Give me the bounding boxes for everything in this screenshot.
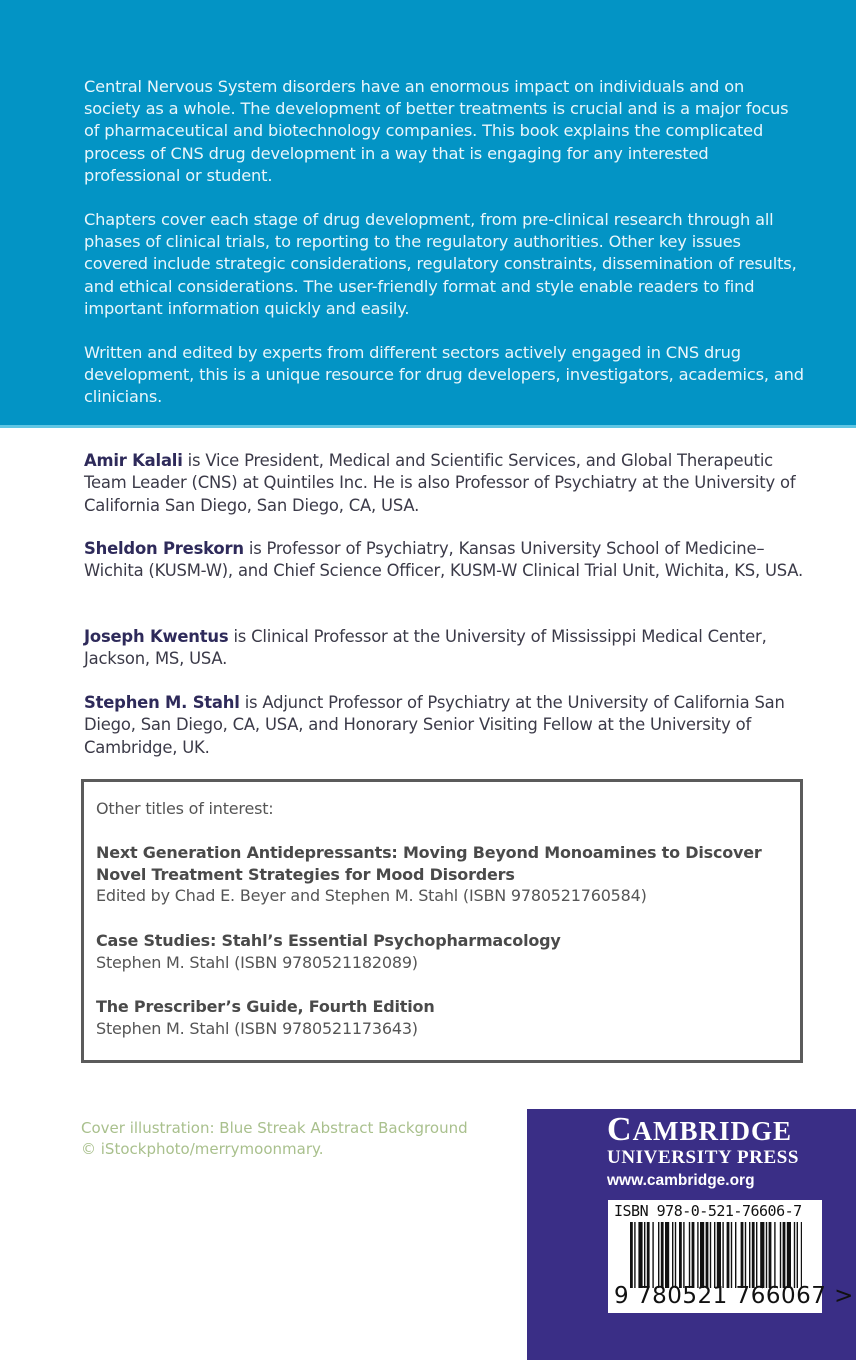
barcode-bar bbox=[692, 1222, 695, 1288]
bio-name: Amir Kalali bbox=[84, 451, 183, 470]
bio-name: Sheldon Preskorn bbox=[84, 539, 244, 558]
title-name: The Prescriber’s Guide, Fourth Edition bbox=[96, 997, 435, 1016]
barcode-bar bbox=[679, 1222, 682, 1288]
barcode-bar bbox=[722, 1222, 723, 1288]
barcode-bar bbox=[783, 1222, 786, 1288]
other-titles-heading: Other titles of interest: bbox=[96, 799, 274, 818]
title-entry bbox=[96, 996, 796, 1039]
barcode-bars-icon bbox=[630, 1222, 802, 1288]
bio-text: is Professor of Psychiatry, Kansas University School of Medicine–Wichita (KUSM-W), and Chief Science Officer, KUSM-W Clinical Trial Unit, Wichita, KS, USA. bbox=[84, 539, 804, 581]
bio-preskorn bbox=[84, 538, 814, 583]
bio-text: is Adjunct Professor of Psychiatry at the University of California San Diego, San Diego, CA, USA, and Honorary Senior Visiting Fellow at the University of Cambridge, UK. bbox=[84, 693, 785, 757]
barcode-bar bbox=[652, 1222, 653, 1288]
barcode-bar bbox=[647, 1222, 650, 1288]
logo-rest: AMBRIDGE bbox=[632, 1116, 793, 1146]
barcode bbox=[608, 1200, 854, 1313]
credit-line-1: Cover illustration: Blue Streak Abstract Background bbox=[81, 1119, 468, 1137]
barcode-bar bbox=[749, 1222, 750, 1288]
blurb-paragraph-3: Written and edited by experts from different sectors actively engaged in CNS drug development, this is a unique resource for drug developers, investigators, academics, and clinicians. bbox=[84, 343, 804, 407]
barcode-bar bbox=[675, 1222, 676, 1288]
barcode-bar bbox=[630, 1222, 633, 1288]
barcode-bar bbox=[797, 1222, 798, 1288]
barcode-bar bbox=[697, 1222, 698, 1288]
barcode-bar bbox=[760, 1222, 764, 1288]
barcode-bar bbox=[634, 1222, 635, 1288]
barcode-bar bbox=[661, 1222, 664, 1288]
barcode-bar bbox=[752, 1222, 755, 1288]
title-entry bbox=[96, 842, 796, 907]
publisher-url: www.cambridge.org bbox=[607, 1172, 755, 1189]
bio-name: Stephen M. Stahl bbox=[84, 693, 240, 712]
bio-name: Joseph Kwentus bbox=[84, 627, 229, 646]
barcode-bar bbox=[741, 1222, 744, 1288]
barcode-bar bbox=[769, 1222, 772, 1288]
bio-stahl bbox=[84, 692, 814, 759]
barcode-bar bbox=[780, 1222, 781, 1288]
bio-text: is Clinical Professor at the University of Mississippi Medical Center, Jackson, MS, USA. bbox=[84, 627, 767, 669]
barcode-bar bbox=[638, 1222, 642, 1288]
bio-kwentus bbox=[84, 626, 814, 671]
barcode-bar bbox=[710, 1222, 711, 1288]
barcode-bar bbox=[672, 1222, 673, 1288]
logo-initial: C bbox=[607, 1111, 633, 1148]
title-detail: Stephen M. Stahl (ISBN 9780521173643) bbox=[96, 1018, 418, 1038]
ean-number: 9 780521 766067 > bbox=[614, 1283, 854, 1309]
barcode-bar bbox=[731, 1222, 732, 1288]
title-name: Next Generation Antidepressants: Moving Beyond Monoamines to Discover Novel Treatment Strategies for Mood Disorders bbox=[96, 843, 762, 884]
credit-line-2: © iStockphoto/merrymoonmary. bbox=[81, 1140, 324, 1158]
bio-text: is Vice President, Medical and Scientific Services, and Global Therapeutic Team Leader (CNS) at Quintiles Inc. He is also Professor of Psychiatry at the University of California San Diego, San Diego, CA, USA. bbox=[84, 451, 796, 515]
barcode-bar bbox=[658, 1222, 659, 1288]
blurb-paragraph-2: Chapters cover each stage of drug development, from pre-clinical research through all phases of clinical trials, to reporting to the regulatory authorities. Other key issues covered include strategic considerations, regulatory constraints, dissemination of results, and ethical considerations. The user-friendly format and style enable readers to find important information quickly and easily. bbox=[84, 210, 797, 318]
barcode-bar bbox=[717, 1222, 721, 1288]
barcode-bar bbox=[735, 1222, 736, 1288]
band-divider bbox=[0, 425, 856, 428]
title-entry bbox=[96, 930, 796, 973]
barcode-bar bbox=[665, 1222, 669, 1288]
publisher-panel bbox=[527, 1109, 856, 1360]
barcode-bar bbox=[714, 1222, 715, 1288]
barcode-bar bbox=[689, 1222, 690, 1288]
title-detail: Stephen M. Stahl (ISBN 9780521182089) bbox=[96, 952, 418, 972]
barcode-bar bbox=[700, 1222, 704, 1288]
barcode-bar bbox=[756, 1222, 757, 1288]
title-name: Case Studies: Stahl’s Essential Psychopharmacology bbox=[96, 931, 561, 950]
blurb-paragraph-1: Central Nervous System disorders have an enormous impact on individuals and on society as a whole. The development of better treatments is crucial and is a major focus of pharmaceutical and biotechnology companies. This book explains the complicated process of CNS drug development in a way that is engaging for any interested professional or student. bbox=[84, 77, 789, 185]
barcode-bar bbox=[706, 1222, 709, 1288]
barcode-bar bbox=[727, 1222, 730, 1288]
barcode-bar bbox=[683, 1222, 684, 1288]
barcode-bar bbox=[745, 1222, 746, 1288]
barcode-bar bbox=[801, 1222, 802, 1288]
barcode-bar bbox=[787, 1222, 791, 1288]
publisher-logo bbox=[607, 1111, 847, 1148]
blurb-band bbox=[0, 0, 856, 428]
barcode-bar bbox=[794, 1222, 795, 1288]
title-detail: Edited by Chad E. Beyer and Stephen M. Stahl (ISBN 9780521760584) bbox=[96, 886, 647, 905]
isbn-label: ISBN 978-0-521-76606-7 bbox=[614, 1202, 802, 1220]
barcode-bar bbox=[774, 1222, 775, 1288]
barcode-bar bbox=[766, 1222, 767, 1288]
barcode-bar bbox=[644, 1222, 645, 1288]
bio-kalali bbox=[84, 450, 814, 517]
publisher-subtitle: UNIVERSITY PRESS bbox=[607, 1147, 800, 1168]
other-titles-box bbox=[81, 779, 803, 1063]
cover-credit bbox=[81, 1118, 511, 1160]
